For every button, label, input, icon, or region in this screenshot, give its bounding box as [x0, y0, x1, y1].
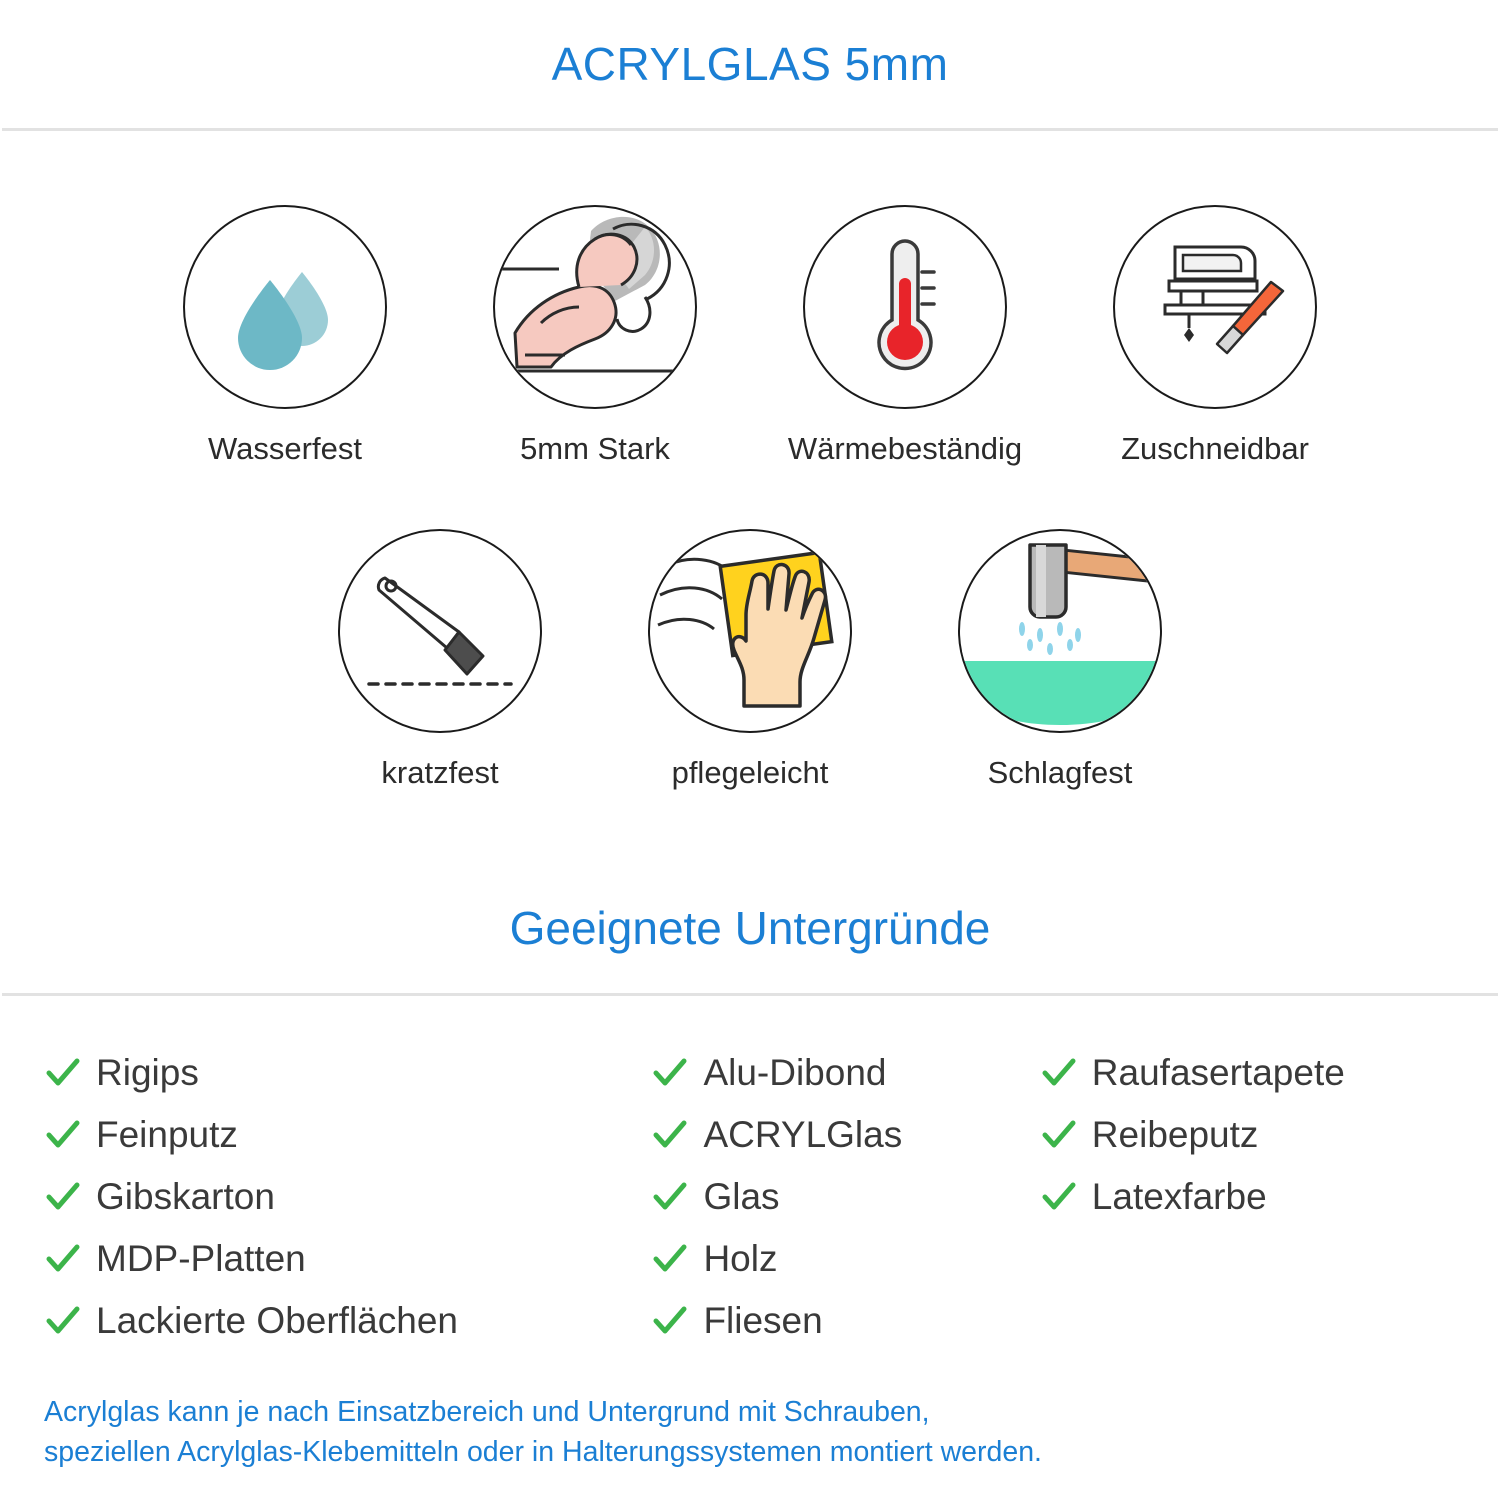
- check-icon: [653, 1304, 687, 1338]
- feature-kratzfest: [295, 529, 585, 791]
- list-item-label: Latexfarbe: [1091, 1176, 1267, 1217]
- substrates-checklist: [0, 996, 1500, 1352]
- jigsaw-cutter-icon: [1135, 225, 1295, 390]
- feature-label: Schlagfest: [987, 755, 1133, 790]
- header: [0, 0, 1500, 128]
- footnote-line-1: Acrylglas kann je nach Einsatzbereich und Untergrund mit Schrauben,: [44, 1396, 930, 1428]
- checklist-column-2: [653, 1042, 1041, 1352]
- thermometer-icon: [830, 230, 980, 385]
- list-item: [1042, 1104, 1470, 1166]
- list-item-label: Rigips: [96, 1052, 199, 1093]
- feature-wasserfest: [140, 205, 430, 467]
- list-item: [46, 1166, 653, 1228]
- check-icon: [1042, 1056, 1076, 1090]
- list-item: [653, 1166, 1041, 1228]
- features-row-1: [0, 205, 1500, 467]
- feature-zuschneidbar: [1070, 205, 1360, 467]
- feature-label: Wärmebeständig: [787, 431, 1023, 466]
- list-item-label: ACRYLGlas: [703, 1114, 903, 1155]
- list-item: [46, 1290, 653, 1352]
- check-icon: [1042, 1118, 1076, 1152]
- list-item-label: Glas: [703, 1176, 780, 1217]
- feature-icon-circle: [958, 529, 1162, 733]
- feature-label: 5mm Stark: [520, 431, 670, 466]
- feature-icon-circle: [1113, 205, 1317, 409]
- list-item: [653, 1104, 1041, 1166]
- list-item-label: Holz: [703, 1238, 778, 1279]
- feature-icon-circle: [493, 205, 697, 409]
- subtitle-section: [0, 901, 1500, 955]
- list-item: [1042, 1042, 1470, 1104]
- list-item: [653, 1228, 1041, 1290]
- list-item-label: Raufasertapete: [1091, 1052, 1345, 1093]
- feature-label: kratzfest: [381, 755, 499, 790]
- list-item-label: Alu-Dibond: [703, 1052, 887, 1093]
- feature-icon-circle: [803, 205, 1007, 409]
- check-icon: [46, 1242, 80, 1276]
- check-icon: [653, 1056, 687, 1090]
- list-item-label: Feinputz: [96, 1114, 238, 1155]
- page-title: ACRYLGLAS 5mm: [551, 38, 949, 90]
- features-row-2: [0, 529, 1500, 791]
- list-item: [653, 1290, 1041, 1352]
- list-item-label: Fliesen: [703, 1300, 823, 1341]
- features-section: [0, 131, 1500, 791]
- section-title: Geeignete Untergründe: [509, 902, 991, 954]
- list-item: [46, 1228, 653, 1290]
- feature-waermebestaendig: [760, 205, 1050, 467]
- hand-cloth-icon: [650, 529, 850, 733]
- list-item-label: MDP-Platten: [96, 1238, 306, 1279]
- checklist-column-3: [1042, 1042, 1470, 1352]
- feature-label: Zuschneidbar: [1121, 431, 1309, 466]
- check-icon: [46, 1118, 80, 1152]
- check-icon: [46, 1056, 80, 1090]
- list-item: [1042, 1166, 1470, 1228]
- feature-icon-circle: [183, 205, 387, 409]
- list-item-label: Lackierte Oberflächen: [96, 1300, 458, 1341]
- checklist-column-1: [30, 1042, 653, 1352]
- list-item: [653, 1042, 1041, 1104]
- feature-icon-circle: [338, 529, 542, 733]
- feature-label: Wasserfest: [208, 431, 362, 466]
- feature-schlagfest: [915, 529, 1205, 791]
- list-item: [46, 1042, 653, 1104]
- knife-scratch-icon: [355, 544, 525, 719]
- check-icon: [653, 1118, 687, 1152]
- check-icon: [46, 1304, 80, 1338]
- list-item: [46, 1104, 653, 1166]
- water-drops-icon: [210, 230, 360, 385]
- check-icon: [46, 1180, 80, 1214]
- feature-icon-circle: [648, 529, 852, 733]
- footnote-line-2: speziellen Acrylglas-Klebemitteln oder in Halterungssystemen montiert werden.: [44, 1436, 1042, 1469]
- feature-5mm-stark: [450, 205, 740, 467]
- list-item-label: Gibskarton: [96, 1176, 275, 1217]
- hammer-impact-icon: [960, 529, 1160, 733]
- check-icon: [653, 1242, 687, 1276]
- check-icon: [1042, 1180, 1076, 1214]
- feature-pflegeleicht: [605, 529, 895, 791]
- feature-label: pflegeleicht: [671, 755, 829, 790]
- check-icon: [653, 1180, 687, 1214]
- footnote: [0, 1392, 1500, 1473]
- list-item-label: Reibeputz: [1091, 1114, 1259, 1155]
- strong-arm-icon: [495, 205, 695, 409]
